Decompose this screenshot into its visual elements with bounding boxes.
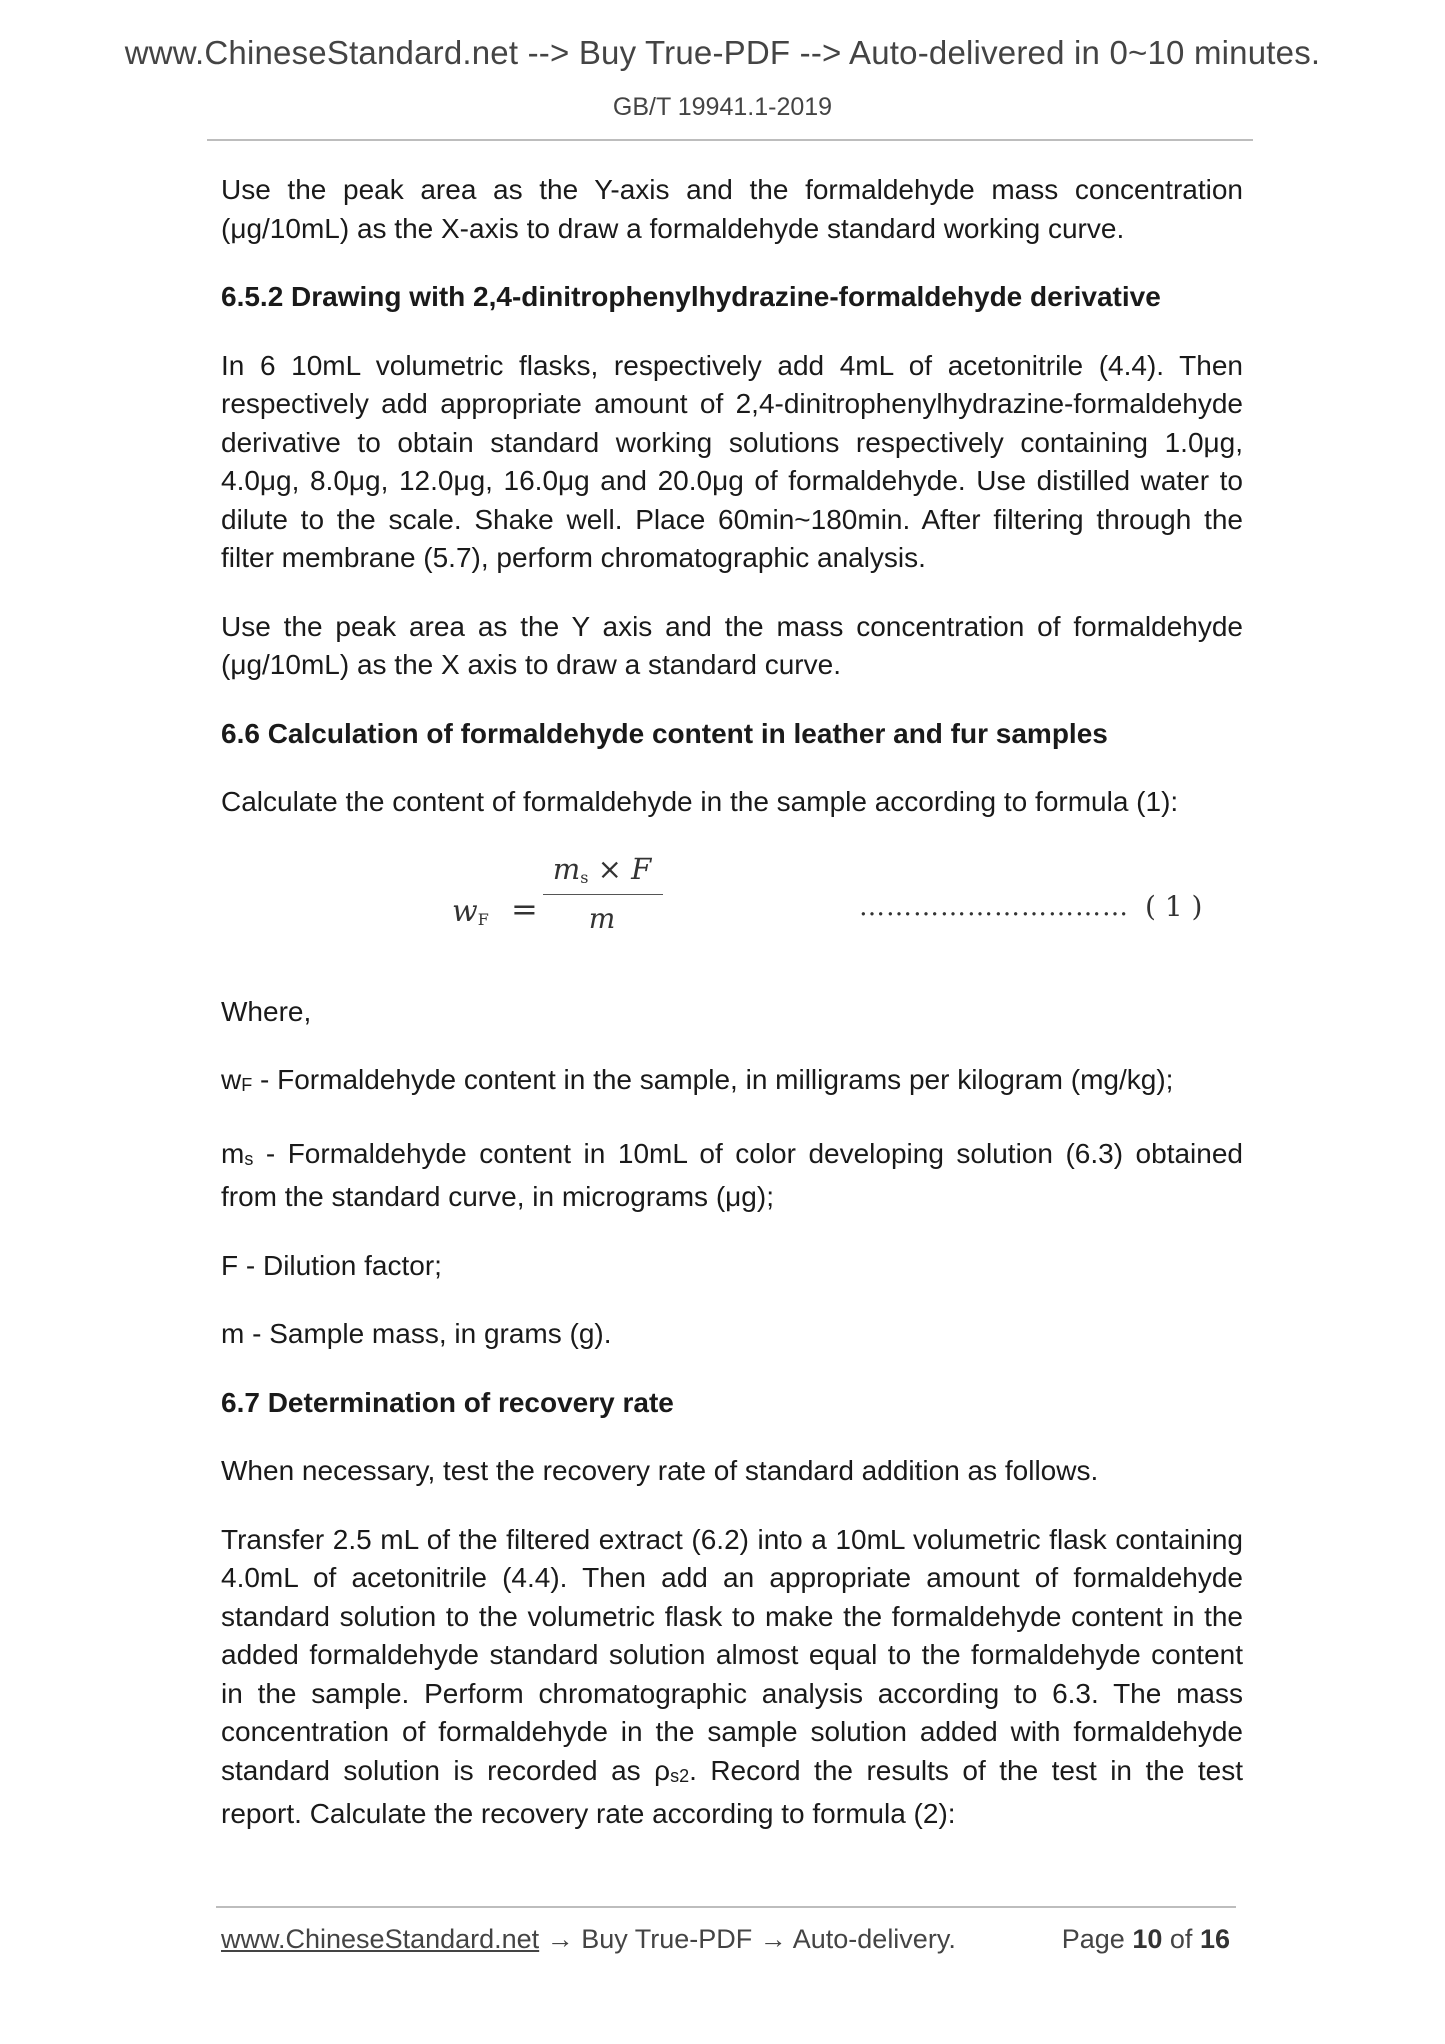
formula-lhs: wF <box>452 893 489 929</box>
standard-code: GB/T 19941.1-2019 <box>612 93 833 121</box>
formula-leader-dots: ………………………… <box>859 891 1129 922</box>
paragraph-derivative-procedure: In 6 10mL volumetric flasks, respectively add 4mL of acetonitrile (4.4). Then respectively add appropriate amount of 2,4-dinitrophenylhydrazine-formaldehyde derivative to obtain standard working solutions respectively containing 1.0μg, 4.0μg, 8.0μg, 12.0μg, 16.0μg and 20.0μg of formaldehyde. Use distilled water to dilute to the scale. Shake well. Place 60min~180min. After filtering through the filter membrane (5.7), perform chromatographic analysis. <box>221 349 1243 573</box>
footer-left <box>221 1924 956 1955</box>
header-divider <box>207 139 1253 141</box>
formula-number: ( 1 ) <box>1145 889 1203 923</box>
heading-6-7: 6.7 Determination of recovery rate <box>221 1386 674 1418</box>
where-label: Where, <box>221 995 312 1027</box>
paragraph-formula-intro: Calculate the content of formaldehyde in the sample according to formula (1): <box>221 786 1179 817</box>
definition-wf: wF - Formaldehyde content in the sample, in milligrams per kilogram (mg/kg); <box>221 1064 1174 1095</box>
definition-f: F - Dilution factor; <box>221 1249 442 1281</box>
formula-denominator: m <box>588 901 616 935</box>
footer-tagline: → Buy True-PDF → Auto-delivery. <box>539 1924 956 1954</box>
paragraph-curve-2: Use the peak area as the Y axis and the mass concentration of formaldehyde (μg/10mL) as the X axis to draw a standard curve. <box>221 610 1243 680</box>
formula-1 <box>221 844 1243 964</box>
heading-6-5-2: 6.5.2 Drawing with 2,4-dinitrophenylhydrazine-formaldehyde derivative <box>221 281 1161 312</box>
document-body <box>221 171 1243 1834</box>
footer-divider <box>216 1906 1236 1908</box>
page-indicator: Page 10 of 16 <box>1061 1924 1230 1954</box>
paragraph-recovery-intro: When necessary, test the recovery rate of standard addition as follows. <box>221 1455 1099 1486</box>
paragraph-curve-1: Use the peak area as the Y-axis and the formaldehyde mass concentration (μg/10mL) as the X-axis to draw a formaldehyde standard working curve. <box>221 174 1243 244</box>
formula-equals: = <box>511 889 538 928</box>
heading-6-6: 6.6 Calculation of formaldehyde content in leather and fur samples <box>221 717 1108 749</box>
formula-fraction-bar <box>543 894 663 895</box>
formula-numerator: $m_s \times F$ <box>552 851 652 887</box>
definition-m: m - Sample mass, in grams (g). <box>221 1318 612 1349</box>
paragraph-recovery-procedure: Transfer 2.5 mL of the filtered extract (6.2) into a 10mL volumetric flask containing 4.0mL of acetonitrile (4.4). Then add an appropriate amount of formaldehyde standard solution to the volumetric flask to make the formaldehyde content in the added formaldehyde standard solution almost equal to the formaldehyde content in the sample. Perform chromatographic analysis according to 6.3. The mass concentration of formaldehyde in the sample solution added with formaldehyde standard solution is recorded as ρs2. Record the results of the test in the test report. Calculate the recovery rate according to formula (2): <box>221 1523 1243 1829</box>
definition-ms: ms - Formaldehyde content in 10mL of color developing solution (6.3) obtained from the standard curve, in micrograms (μg); <box>221 1137 1243 1212</box>
page-total: 16 <box>1199 1924 1230 1954</box>
footer-site-link[interactable]: www.ChineseStandard.net <box>221 1924 540 1954</box>
page-current: 10 <box>1132 1924 1163 1954</box>
site-banner: www.ChineseStandard.net --> Buy True-PDF --> Auto-delivered in 0~10 minutes. <box>124 34 1321 71</box>
